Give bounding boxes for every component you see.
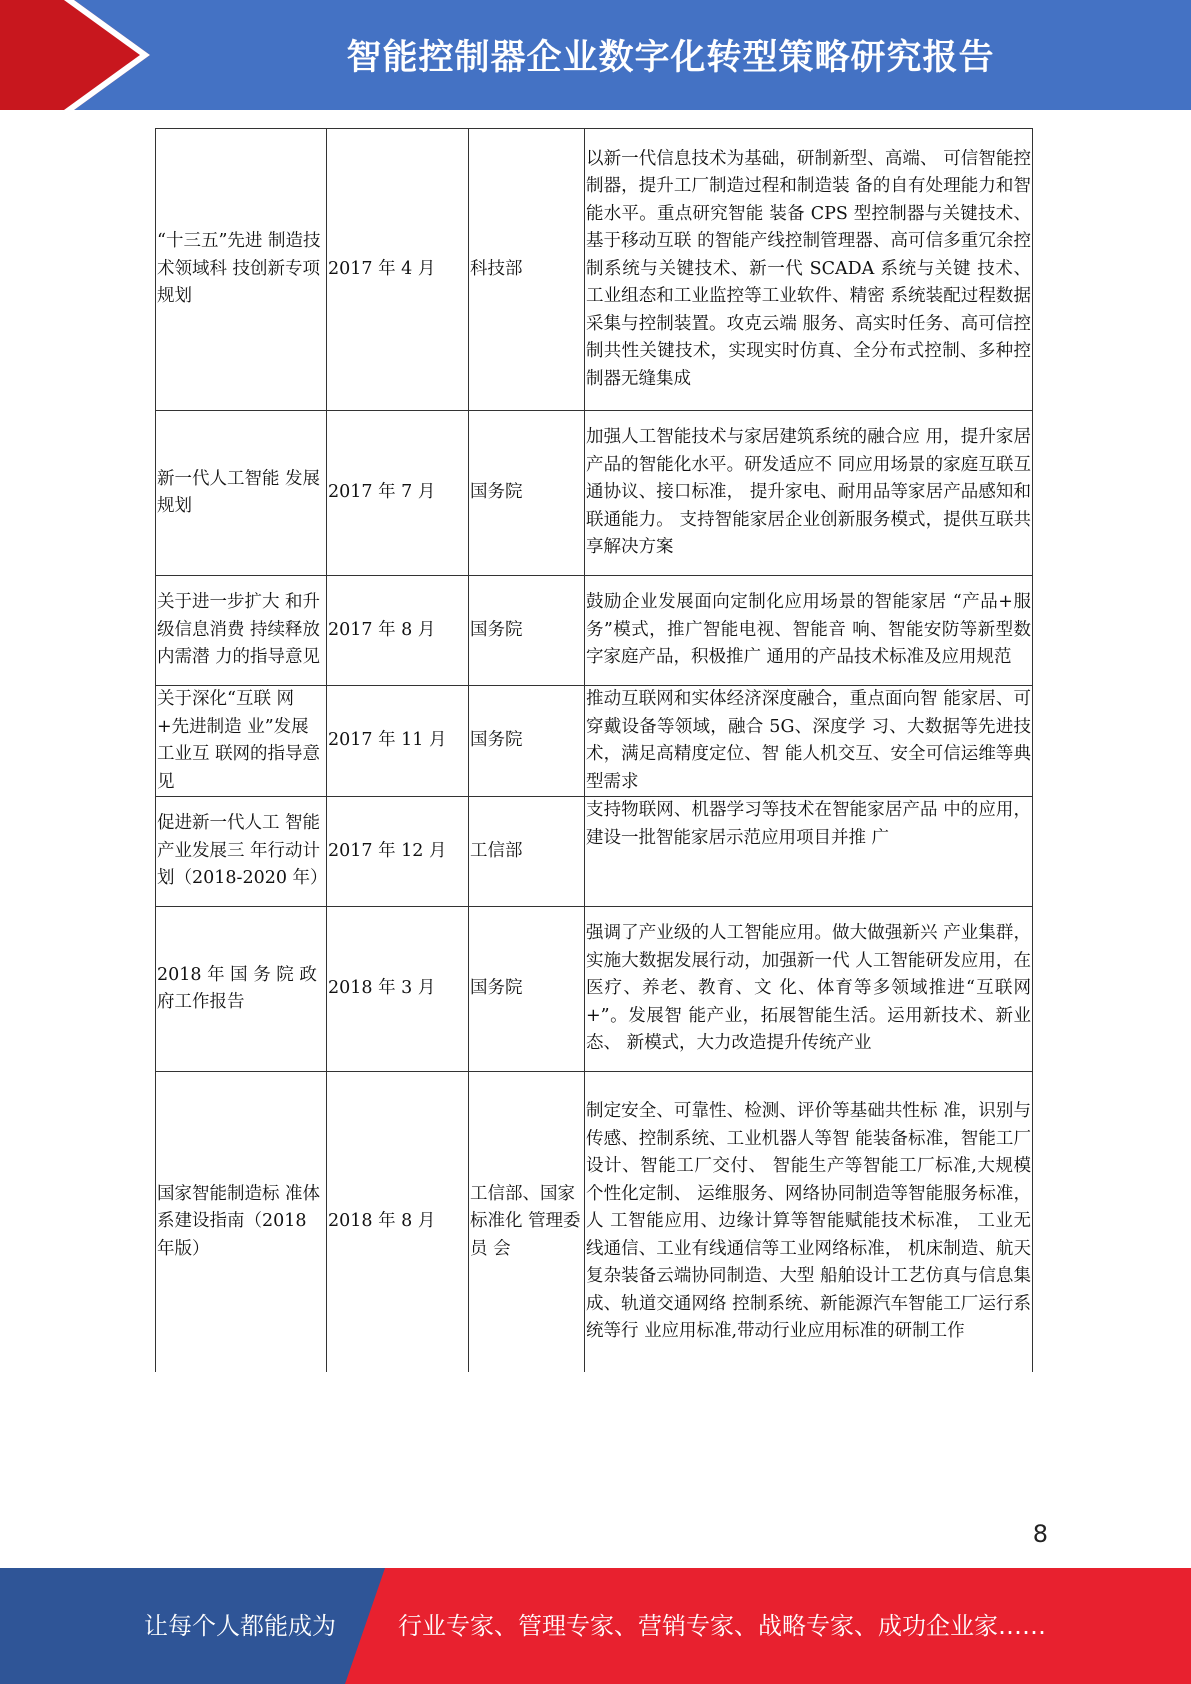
policy-date-cell: 2018 年 8 月 <box>327 1072 469 1372</box>
policy-content-cell: 推动互联网和实体经济深度融合，重点面向智 能家居、可穿戴设备等领域，融合 5G、深度学 习、大数据等先进技术，满足高精度定位、智 能人机交互、安全可信运维等典型需求 <box>585 686 1033 797</box>
policy-date-cell: 2017 年 7 月 <box>327 411 469 576</box>
policy-dept-cell: 工信部、国家标准化 管理委员 会 <box>469 1072 585 1372</box>
policy-dept-cell: 国务院 <box>469 686 585 797</box>
policy-date-cell: 2017 年 11 月 <box>327 686 469 797</box>
policy-date-cell: 2017 年 8 月 <box>327 576 469 686</box>
policy-name-cell: 2018 年 国 务 院 政府工作报告 <box>156 907 327 1072</box>
policy-content-cell: 以新一代信息技术为基础，研制新型、高端、 可信智能控制器，提升工厂制造过程和制造装 备的自有处理能力和智能水平。重点研究智能 装备 CPS 型控制器与关键技术、基于移动互联 的智能产线控制管理器、高可信多重冗余控制系统与关键技术、新一代 SCADA 系统与关键 技术、工业组态和工业监控等工业软件、精密 系统装配过程数据采集与控制装置。攻克云端 服务、高实时任务、高可信控制共性关键技术，实现实时仿真、全分布式控制、多种控制器无缝集成 <box>585 129 1033 411</box>
policy-dept-cell: 国务院 <box>469 576 585 686</box>
page-number: 8 <box>1032 1520 1048 1548</box>
header-red-arrow <box>0 0 150 110</box>
footer-slogan-right: 行业专家、管理专家、营销专家、战略专家、成功企业家…… <box>398 1612 1046 1640</box>
table-row <box>156 686 1033 797</box>
policy-date-cell: 2017 年 12 月 <box>327 797 469 907</box>
policy-table <box>155 128 1033 1372</box>
policy-name-cell: 关于深化“互联 网+先进制造 业”发展工业互 联网的指导意见 <box>156 686 327 797</box>
policy-name-cell: 促进新一代人工 智能产业发展三 年行动计划（2018-2020 年） <box>156 797 327 907</box>
policy-date-cell: 2018 年 3 月 <box>327 907 469 1072</box>
report-title: 智能控制器企业数字化转型策略研究报告 <box>346 38 995 78</box>
policy-content-cell: 强调了产业级的人工智能应用。做大做强新兴 产业集群，实施大数据发展行动，加强新一代 人工智能研发应用，在医疗、养老、教育、文 化、体育等多领域推进“互联网+”。发展智 能产业，拓展智能生活。运用新技术、新业态、 新模式，大力改造提升传统产业 <box>585 907 1033 1072</box>
page-header <box>0 0 1191 110</box>
policy-content-cell: 支持物联网、机器学习等技术在智能家居产品 中的应用，建设一批智能家居示范应用项目并推 广 <box>585 797 1033 907</box>
policy-content-cell: 加强人工智能技术与家居建筑系统的融合应 用，提升家居产品的智能化水平。研发适应不 同应用场景的家庭互联互通协议、接口标准， 提升家电、耐用品等家居产品感知和联通能力。 支持智能家居企业创新服务模式，提供互联共 享解决方案 <box>585 411 1033 576</box>
policy-dept-cell: 国务院 <box>469 907 585 1072</box>
footer-slogan-left: 让每个人都能成为 <box>144 1612 336 1640</box>
table-row <box>156 1072 1033 1372</box>
policy-date-cell: 2017 年 4 月 <box>327 129 469 411</box>
policy-dept-cell: 科技部 <box>469 129 585 411</box>
policy-name-cell: 关于进一步扩大 和升级信息消费 持续释放内需潜 力的指导意见 <box>156 576 327 686</box>
table-row <box>156 907 1033 1072</box>
policy-dept-cell: 国务院 <box>469 411 585 576</box>
policy-name-cell: 国家智能制造标 准体系建设指南（2018 年版） <box>156 1072 327 1372</box>
table-row <box>156 411 1033 576</box>
policy-name-cell: 新一代人工智能 发展规划 <box>156 411 327 576</box>
policy-content-cell: 鼓励企业发展面向定制化应用场景的智能家居 “产品+服务”模式，推广智能电视、智能音 响、智能安防等新型数字家庭产品，积极推广 通用的产品技术标准及应用规范 <box>585 576 1033 686</box>
page-footer <box>0 1568 1191 1684</box>
table-row <box>156 129 1033 411</box>
table-row <box>156 576 1033 686</box>
policy-name-cell: “十三五”先进 制造技术领域科 技创新专项规划 <box>156 129 327 411</box>
policy-content-cell: 制定安全、可靠性、检测、评价等基础共性标 准，识别与传感、控制系统、工业机器人等智 能装备标准，智能工厂设计、智能工厂交付、 智能生产等智能工厂标准,大规模个性化定制、 运维服务、网络协同制造等智能服务标准，人 工智能应用、边缘计算等智能赋能技术标准， 工业无线通信、工业有线通信等工业网络标准， 机床制造、航天复杂装备云端协同制造、大型 船舶设计工艺仿真与信息集成、轨道交通网络 控制系统、新能源汽车智能工厂运行系统等行 业应用标准,带动行业应用标准的研制工作 <box>585 1072 1033 1372</box>
table-row <box>156 797 1033 907</box>
policy-dept-cell: 工信部 <box>469 797 585 907</box>
